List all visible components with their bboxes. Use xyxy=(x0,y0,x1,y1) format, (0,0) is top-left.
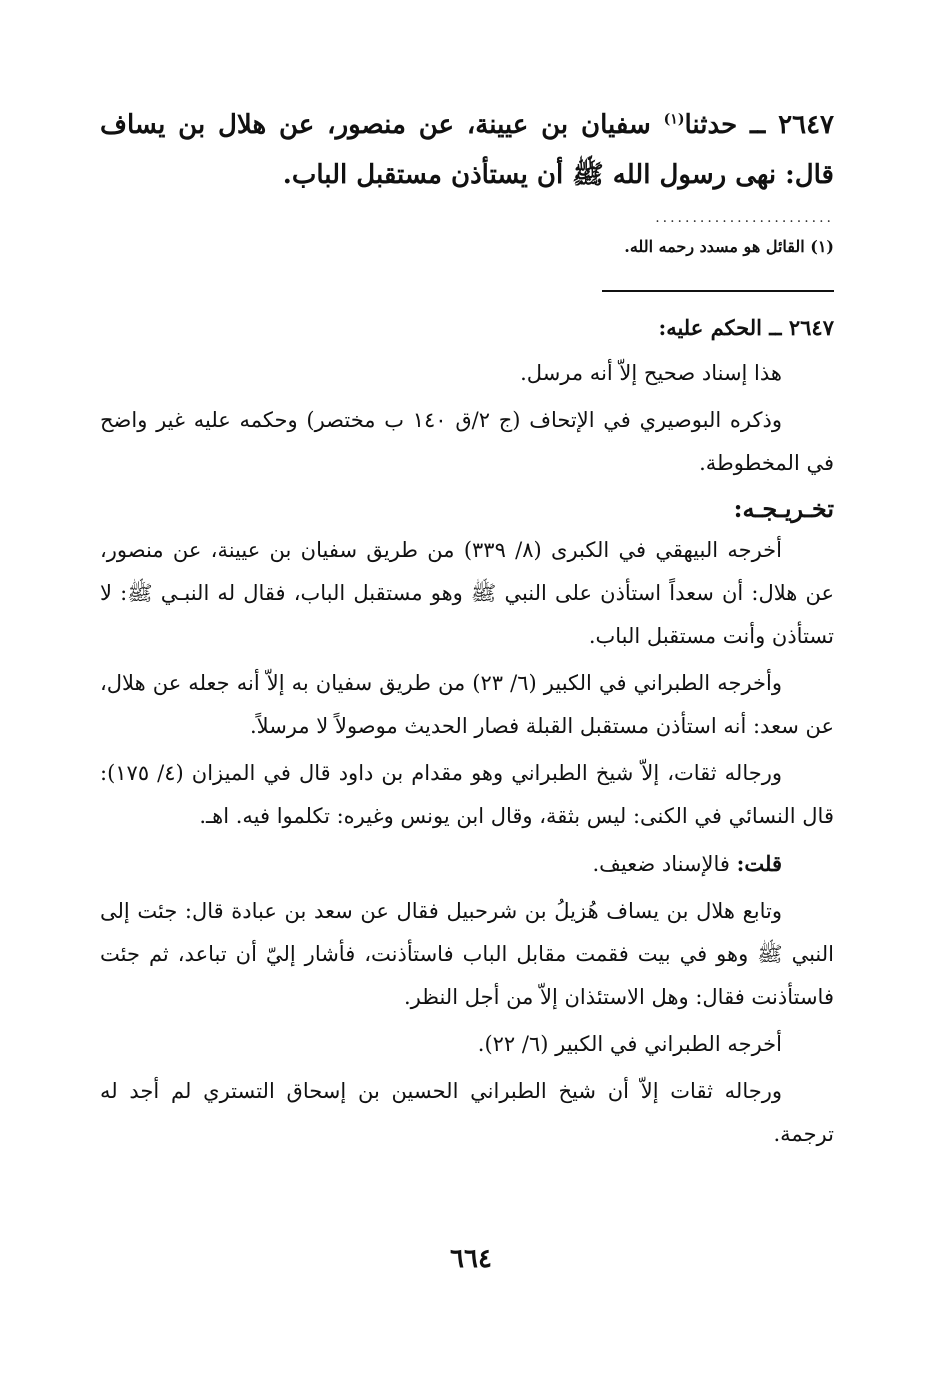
takhrij-paragraph-7: ورجاله ثقات إلاّ أن شيخ الطبراني الحسين بن إسحاق التستري لم أجد له ترجمة. xyxy=(100,1079,834,1146)
qultu-text: فالإسناد ضعيف. xyxy=(592,852,737,876)
footnote-reference: (١) xyxy=(663,111,685,128)
takhrij-heading: تخـريـجـه: xyxy=(733,494,834,523)
ruling-paragraph-1: هذا إسناد صحيح إلاّ أنه مرسل. xyxy=(520,361,782,385)
takhrij-paragraph-5: وتابع هلال بن يساف هُزيلُ بن شرحبيل فقال عن سعد بن عبادة قال: جئت إلى النبي ﷺ وهو في بيت فقمت مقابل الباب فاستأذنت، فأشار إليّ أن تباعد، ثم جئت فاستأذنت فقال: وهل الاستئذان إلاّ من أجل النظر. xyxy=(100,899,834,1009)
page-body xyxy=(100,100,834,1160)
footnote-dots: ........................ xyxy=(655,210,834,226)
hadith-text xyxy=(100,100,834,200)
ruling-paragraph-2: وذكره البوصيري في الإتحاف (ج ٢/ق ١٤٠ ب مختصر) وحكمه عليه غير واضح في المخطوطة. xyxy=(100,408,834,475)
footnote: (١) القائل هو مسدد رحمه الله. xyxy=(624,237,834,256)
hadith-text-rest: سفيان بن عيينة، عن منصور، عن هلال بن يساف قال: نهى رسول الله ﷺ أن يستأذن مستقبل الباب. xyxy=(100,110,834,190)
takhrij-paragraph-2: وأخرجه الطبراني في الكبير (٦/ ٢٣) من طريق سفيان به إلاّ أنه جعله عن هلال، عن سعد: أنه استأذن مستقبل القبلة فصار الحديث موصولاً لا مرسلاً. xyxy=(100,671,834,738)
separator-line xyxy=(602,290,834,292)
page-number: ٦٦٤ xyxy=(450,1244,492,1274)
ruling-heading: ٢٦٤٧ ــ الحكم عليه: xyxy=(658,315,834,340)
takhrij-paragraph-3: ورجاله ثقات، إلاّ شيخ الطبراني وهو مقدام بن داود قال في الميزان (٤/ ١٧٥): قال النسائي في الكنى: ليس بثقة، وقال ابن يونس وغيره: تكلموا فيه. اهـ. xyxy=(100,761,834,828)
hadith-text-start: حدثنا xyxy=(684,110,738,140)
takhrij-paragraph-1: أخرجه البيهقي في الكبرى (٨/ ٣٣٩) من طريق سفيان بن عيينة، عن منصور، عن هلال: أن سعداً استأذن على النبي ﷺ وهو مستقبل الباب، فقال له النبـي ﷺ: لا تستأذن وأنت مستقبل الباب. xyxy=(100,538,834,648)
hadith-number: ٢٦٤٧ xyxy=(778,110,834,140)
qultu-label: قلت: xyxy=(736,851,782,876)
hadith-dash: ــ xyxy=(737,110,779,140)
takhrij-paragraph-4 xyxy=(100,842,834,886)
takhrij-paragraph-6: أخرجه الطبراني في الكبير (٦/ ٢٢). xyxy=(477,1032,782,1056)
